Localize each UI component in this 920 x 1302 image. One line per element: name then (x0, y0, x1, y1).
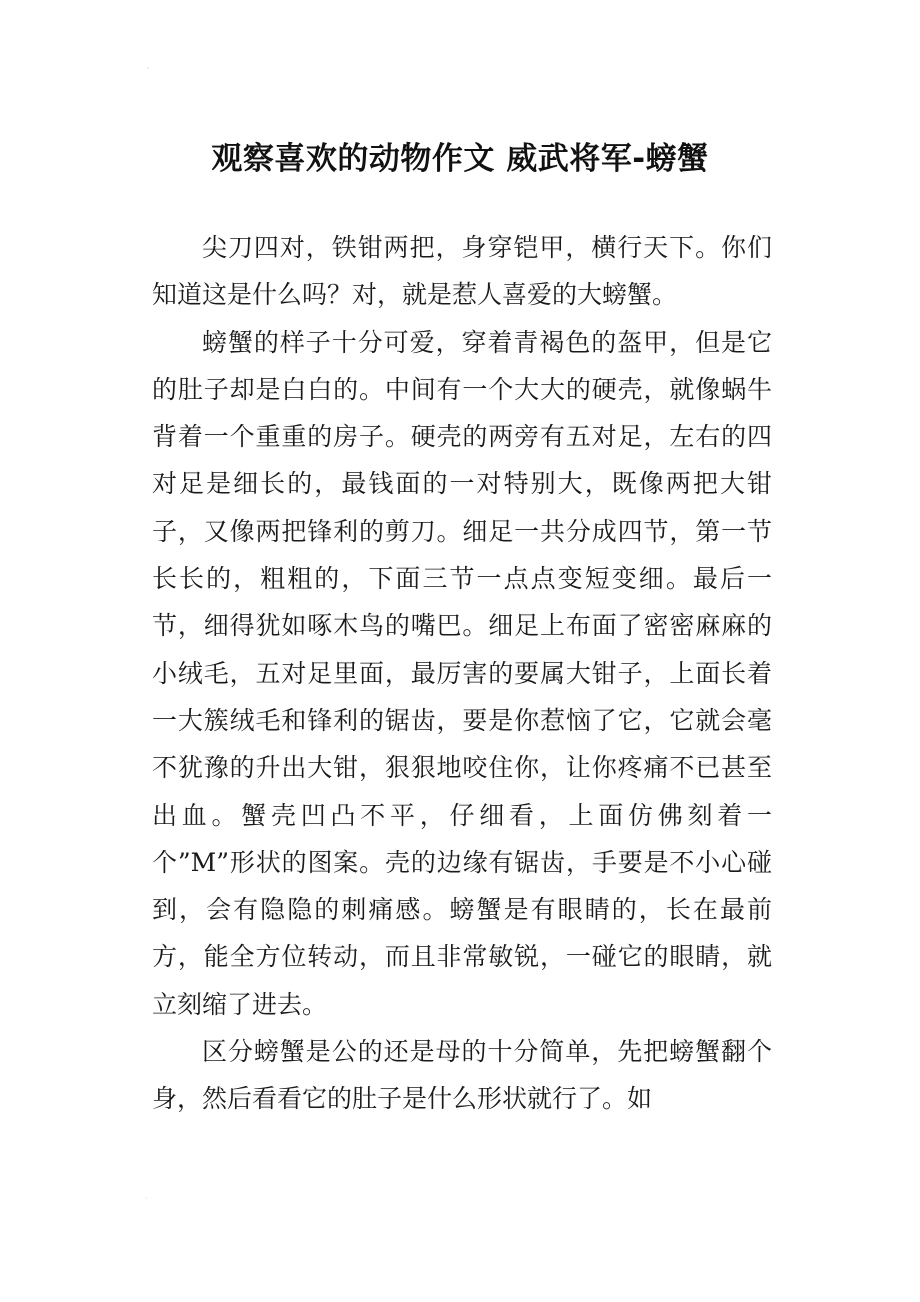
page-corner-mark-bottom: · (145, 1194, 148, 1203)
paragraph-2: 螃蟹的样子十分可爱，穿着青褐色的盔甲，但是它的肚子却是白白的。中间有一个大大的硬壳，就像蜗牛背着一个重重的房子。硬壳的两旁有五对足，左右的四对足是细长的，最钱面的一对特别大，既像两把大钳子，又像两把锋利的剪刀。细足一共分成四节，第一节长长的，粗粗的，下面三节一点点变短变细。最后一节，细得犹如啄木鸟的嘴巴。细足上布面了密密麻麻的小绒毛，五对足里面，最厉害的要属大钳子，上面长着一大簇绒毛和锋利的锯齿，要是你惹恼了它，它就会毫不犹豫的升出大钳，狠狠地咬住你，让你疼痛不已甚至出血。蟹壳凹凸不平，仔细看，上面仿佛刻着一个”M”形状的图案。壳的边缘有锯齿，手要是不小心碰到，会有隐隐的刺痛感。螃蟹是有眼睛的，长在最前方，能全方位转动，而且非常敏锐，一碰它的眼睛，就立刻缩了进去。 (152, 327, 772, 1019)
document-title: 观察喜欢的动物作文 威武将军-螃蟹 (211, 140, 709, 177)
paragraph-1: 尖刀四对，铁钳两把，身穿铠甲，横行天下。你们知道这是什么吗？对，就是惹人喜爱的大螃蟹。 (152, 233, 772, 310)
page-corner-mark-top: ˈ (147, 66, 150, 75)
document-body (152, 224, 772, 1123)
paragraph-3: 区分螃蟹是公的还是母的十分简单，先把螃蟹翻个身，然后看看它的肚子是什么形状就行了。如 (152, 1037, 772, 1114)
